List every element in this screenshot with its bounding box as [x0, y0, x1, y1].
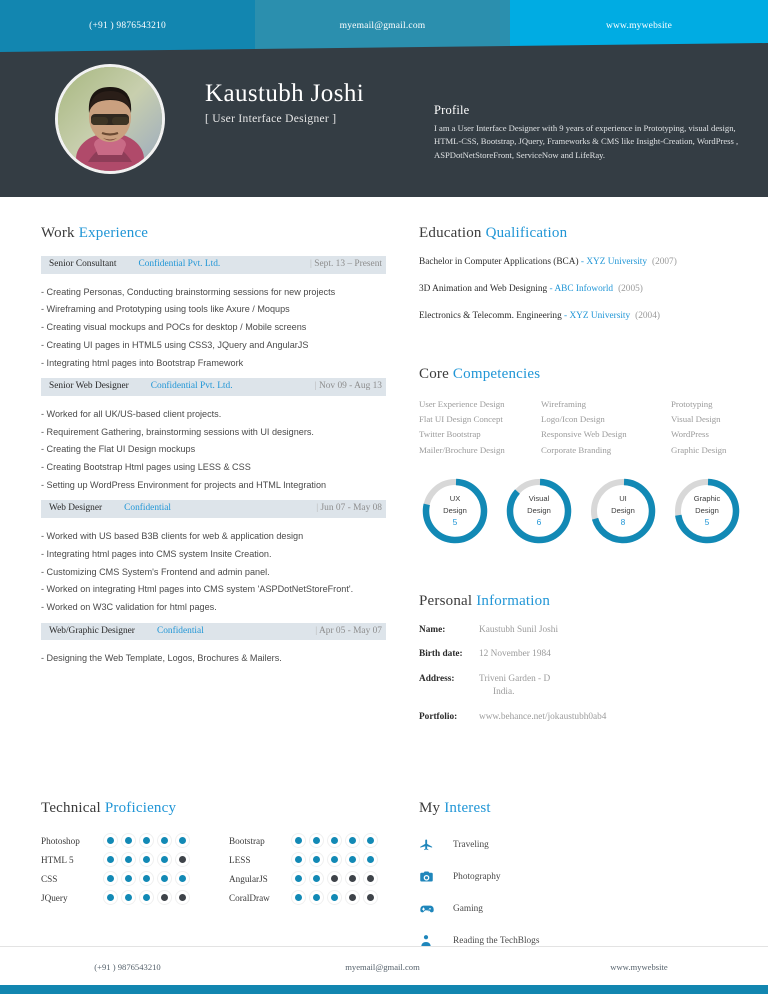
gamepad-icon	[419, 901, 453, 917]
top-phone: (+91 ) 9876543210	[0, 0, 255, 52]
work-entry-role: Senior Consultant	[49, 259, 117, 269]
work-bullet: - Creating Personas, Conducting brainstorming sessions for new projects	[41, 286, 336, 297]
skill-ring-label	[419, 475, 491, 547]
work-bullet: - Worked with US based B3B clients for web & application design	[41, 531, 304, 542]
skill-ring-line2: Design	[527, 505, 551, 515]
proficiency-dots	[103, 871, 190, 886]
interest-heading-b: Interest	[444, 800, 491, 816]
proficiency-dot	[175, 852, 190, 867]
proficiency-row	[229, 831, 389, 850]
proficiency-column-1	[41, 831, 201, 907]
work-entry-role: Web Designer	[49, 503, 103, 514]
proficiency-dot	[175, 890, 190, 905]
work-entry-bullets	[41, 406, 386, 495]
proficiency-dot	[121, 833, 136, 848]
education-degree: Electronics & Telecomm. Engineering	[419, 310, 562, 321]
personal-info-key: Birth date:	[419, 649, 463, 660]
proficiency-label: JQuery	[41, 892, 68, 903]
competencies-heading	[419, 366, 761, 383]
skill-ring-label	[503, 475, 575, 547]
interest-list	[419, 831, 761, 954]
work-entry-bullets	[41, 528, 386, 617]
proficiency-dots	[291, 833, 378, 848]
proficiency-dot	[363, 871, 378, 886]
education-institute: - XYZ University	[580, 257, 648, 267]
proficiency-dot	[139, 890, 154, 905]
interest-label: Reading the TechBlogs	[453, 935, 540, 946]
work-bullet: - Worked on W3C validation for html pages.	[41, 601, 217, 612]
competencies-heading-b: Competencies	[452, 365, 541, 382]
proficiency-column-2	[229, 831, 389, 907]
proficiency-dot	[175, 871, 190, 886]
work-bullet: - Worked on integrating Html pages into CMS system 'ASPDotNetStoreFront'.	[41, 584, 354, 595]
proficiency-row	[229, 850, 389, 869]
profile-body: I am a User Interface Designer with 9 years of experience in Prototyping, visual design, HTML-CSS, Bootstrap, JQuery, Frameworks & CMS like Insight-Creation, WordPress , ASPDotNetStoreFront, ServiceNow and LifeRay.	[434, 123, 739, 160]
work-entry	[41, 378, 386, 494]
page-title: Kaustubh Joshi	[205, 80, 365, 107]
proficiency-dots	[103, 833, 190, 848]
skill-ring-value: 5	[452, 516, 458, 527]
proficiency-dot	[139, 852, 154, 867]
skill-ring-line2: Design	[443, 505, 467, 515]
proficiency-dots	[291, 852, 378, 867]
proficiency-dot	[157, 833, 172, 848]
avatar	[55, 64, 165, 174]
skill-ring-line2: Design	[695, 505, 719, 515]
proficiency-heading-b: Proficiency	[104, 800, 177, 816]
competency-item: Corporate Branding	[541, 444, 612, 455]
proficiency-label: CoralDraw	[229, 892, 270, 903]
proficiency-dot	[139, 871, 154, 886]
competency-item: WordPress	[671, 429, 709, 440]
proficiency-label: Bootstrap	[229, 835, 265, 846]
proficiency-dots	[291, 890, 378, 905]
proficiency-dot	[363, 890, 378, 905]
proficiency-dot	[291, 871, 306, 886]
work-entry	[41, 256, 386, 372]
proficiency-row	[41, 850, 201, 869]
work-heading-a: Work	[41, 225, 79, 241]
personal-heading-b: Information	[476, 592, 551, 609]
proficiency-row	[229, 888, 389, 907]
proficiency-label: CSS	[41, 873, 58, 884]
proficiency-dot	[363, 833, 378, 848]
skill-ring	[671, 475, 743, 547]
work-entry-header	[41, 500, 386, 518]
personal-info-heading	[419, 593, 761, 610]
top-contact-bar	[0, 0, 768, 52]
proficiency-dot	[103, 852, 118, 867]
personal-info-key: Name:	[419, 624, 446, 635]
interest-label: Traveling	[453, 839, 489, 850]
interest-item	[419, 863, 761, 890]
footer-contact-bar	[0, 958, 768, 976]
work-bullet: - Integrating html pages into Bootstrap Framework	[41, 357, 244, 368]
personal-info-row	[419, 673, 761, 700]
skill-ring-value: 8	[620, 516, 626, 527]
proficiency-dot	[291, 833, 306, 848]
work-entry-dates: | Jun 07 - May 08	[316, 503, 382, 514]
proficiency-dot	[345, 871, 360, 886]
personal-info-value: www.behance.net/jokaustubh0ab4	[479, 711, 607, 722]
competency-item: Logo/Icon Design	[541, 414, 605, 425]
proficiency-row	[41, 888, 201, 907]
education-year: (2005)	[618, 283, 643, 294]
proficiency-dot	[309, 890, 324, 905]
footer-phone: (+91 ) 9876543210	[94, 962, 161, 972]
airplane-icon	[419, 837, 453, 852]
proficiency-dot	[309, 852, 324, 867]
technical-proficiency-section	[41, 800, 391, 907]
education-row	[419, 310, 761, 324]
work-entry-header	[41, 623, 386, 641]
competency-item: Wireframing	[541, 398, 587, 409]
skill-rings	[419, 475, 761, 547]
proficiency-dot	[121, 871, 136, 886]
competencies-heading-a: Core	[419, 365, 453, 382]
profile-heading: Profile	[434, 103, 470, 117]
work-bullet: - Worked for all UK/US-based client projects.	[41, 408, 222, 419]
personal-info-key: Portfolio:	[419, 711, 458, 722]
proficiency-row	[41, 869, 201, 888]
proficiency-dot	[309, 871, 324, 886]
proficiency-dot	[291, 890, 306, 905]
proficiency-dots	[103, 852, 190, 867]
skill-ring-value: 5	[704, 516, 710, 527]
work-experience-heading	[41, 225, 386, 242]
proficiency-dot	[157, 890, 172, 905]
work-entry	[41, 623, 386, 668]
education-list	[419, 256, 761, 324]
proficiency-dot	[327, 852, 342, 867]
proficiency-heading	[41, 800, 391, 817]
skill-ring-label	[671, 475, 743, 547]
work-heading-b: Experience	[78, 225, 149, 241]
left-column	[41, 225, 386, 674]
competency-item: Responsive Web Design	[541, 429, 627, 440]
competencies-grid	[419, 397, 761, 457]
interest-item	[419, 831, 761, 858]
skill-ring-line1: UX	[449, 494, 461, 504]
interest-label: Gaming	[453, 903, 483, 914]
work-bullet: - Designing the Web Template, Logos, Brochures & Mailers.	[41, 653, 282, 664]
work-bullet: - Integrating html pages into CMS system Insite Creation.	[41, 548, 272, 559]
proficiency-dot	[327, 871, 342, 886]
competency-item: Mailer/Brochure Design	[419, 444, 505, 455]
work-entry-company: Confidential Pvt. Ltd.	[150, 381, 233, 392]
proficiency-dot	[327, 833, 342, 848]
proficiency-dot	[345, 833, 360, 848]
competency-item: User Experience Design	[419, 398, 505, 409]
work-entry-role: Web/Graphic Designer	[49, 625, 135, 636]
proficiency-label: HTML 5	[41, 854, 74, 865]
work-bullet: - Creating UI pages in HTML5 using CSS3, JQuery and AngularJS	[41, 339, 309, 350]
proficiency-dot	[121, 852, 136, 867]
footer-divider	[0, 946, 768, 947]
proficiency-label: LESS	[229, 854, 251, 865]
personal-info-value: Triveni Garden - D India.	[479, 673, 550, 700]
proficiency-label: AngularJS	[229, 873, 268, 884]
proficiency-dots	[291, 871, 378, 886]
interest-heading	[419, 800, 761, 817]
work-entry-dates: | Apr 05 - May 07	[315, 625, 382, 636]
competency-item: Flat UI Design Concept	[419, 414, 503, 425]
work-bullet: - Customizing CMS System's Frontend and admin panel.	[41, 566, 270, 577]
right-column	[419, 225, 761, 735]
work-entry-company: Confidential	[124, 503, 172, 514]
skill-ring	[503, 475, 575, 547]
skill-ring	[419, 475, 491, 547]
competency-item: Graphic Design	[671, 444, 727, 455]
work-entry-header	[41, 378, 386, 396]
work-bullet: - Wireframing and Prototyping using tools like Axure / Moqups	[41, 304, 290, 315]
personal-info-row	[419, 624, 761, 637]
proficiency-dot	[327, 890, 342, 905]
work-bullet: - Setting up WordPress Environment for projects and HTML Integration	[41, 479, 327, 490]
education-degree: Bachelor in Computer Applications (BCA)	[419, 257, 579, 267]
proficiency-dot	[175, 833, 190, 848]
skill-ring-line1: Visual	[528, 494, 550, 504]
personal-info-value-line2: India.	[493, 687, 515, 698]
proficiency-dot	[103, 871, 118, 886]
proficiency-row	[41, 831, 201, 850]
interest-label: Photography	[453, 871, 501, 882]
footer-accent-bar	[0, 985, 768, 994]
competency-item: Visual Design	[671, 414, 721, 425]
personal-heading-a: Personal	[419, 592, 477, 609]
personal-info-value: 12 November 1984	[479, 649, 551, 660]
proficiency-heading-a: Technical	[41, 800, 105, 816]
proficiency-dot	[157, 852, 172, 867]
interest-item	[419, 895, 761, 922]
top-email[interactable]: myemail@gmail.com	[255, 0, 510, 52]
education-heading	[419, 225, 761, 242]
interest-section	[419, 800, 761, 954]
proficiency-dot	[103, 890, 118, 905]
personal-info-list	[419, 624, 761, 724]
interest-heading-a: My	[419, 800, 445, 816]
proficiency-dot	[157, 871, 172, 886]
proficiency-dot	[291, 852, 306, 867]
competency-item: Twitter Bootstrap	[419, 429, 481, 440]
education-year: (2007)	[652, 257, 677, 267]
education-row	[419, 283, 761, 297]
education-row	[419, 256, 761, 270]
work-bullet: - Requirement Gathering, brainstorming sessions with UI designers.	[41, 426, 314, 437]
work-entry-bullets	[41, 284, 386, 373]
profile-summary	[434, 103, 744, 162]
skill-ring-line1: Graphic	[693, 494, 721, 504]
work-entry-company: Confidential Pvt. Ltd.	[138, 259, 221, 269]
education-institute: - ABC Infoworld	[549, 283, 614, 294]
proficiency-label: Photoshop	[41, 835, 80, 846]
work-entry-bullets	[41, 650, 386, 668]
avatar-photo	[58, 67, 162, 171]
work-entry-header	[41, 256, 386, 274]
skill-ring-line1: UI	[619, 494, 627, 504]
footer-website[interactable]: www.mywebsite	[610, 962, 668, 972]
work-bullet: - Creating the Flat UI Design mockups	[41, 444, 196, 455]
footer-email[interactable]: myemail@gmail.com	[345, 962, 420, 972]
work-bullet: - Creating visual mockups and POCs for desktop / Mobile screens	[41, 322, 307, 333]
skill-ring	[587, 475, 659, 547]
work-entry	[41, 500, 386, 616]
proficiency-dot	[139, 833, 154, 848]
personal-info-key: Address:	[419, 673, 455, 684]
proficiency-dot	[363, 852, 378, 867]
education-heading-a: Education	[419, 225, 486, 241]
education-heading-b: Qualification	[485, 225, 568, 241]
proficiency-dot	[121, 890, 136, 905]
education-degree: 3D Animation and Web Designing	[419, 283, 548, 294]
work-entry-dates: | Sept. 13 – Present	[310, 259, 382, 269]
competency-item: Prototyping	[671, 398, 713, 409]
work-bullet: - Creating Bootstrap Html pages using LESS & CSS	[41, 462, 251, 472]
work-entry-company: Confidential	[156, 625, 204, 636]
interest-item	[419, 927, 761, 954]
personal-info-row	[419, 648, 761, 661]
header-identity	[205, 80, 364, 125]
top-website[interactable]: www.mywebsite	[510, 0, 768, 52]
proficiency-dot	[103, 833, 118, 848]
personal-info-row	[419, 711, 761, 724]
camera-icon	[419, 869, 453, 884]
education-institute: - XYZ University	[564, 310, 631, 321]
skill-ring-label	[587, 475, 659, 547]
proficiency-dots	[103, 890, 190, 905]
work-entry-role: Senior Web Designer	[49, 381, 129, 392]
proficiency-row	[229, 869, 389, 888]
proficiency-dot	[309, 833, 324, 848]
education-year: (2004)	[635, 310, 660, 321]
personal-info-value: Kaustubh Sunil Joshi	[479, 624, 559, 635]
work-entry-dates: | Nov 09 - Aug 13	[314, 381, 382, 392]
job-role-subtitle: [ User Interface Designer ]	[205, 112, 337, 125]
proficiency-dot	[345, 890, 360, 905]
work-experience-list	[41, 256, 386, 668]
skill-ring-value: 6	[536, 516, 542, 527]
proficiency-dot	[345, 852, 360, 867]
skill-ring-line2: Design	[611, 505, 635, 515]
